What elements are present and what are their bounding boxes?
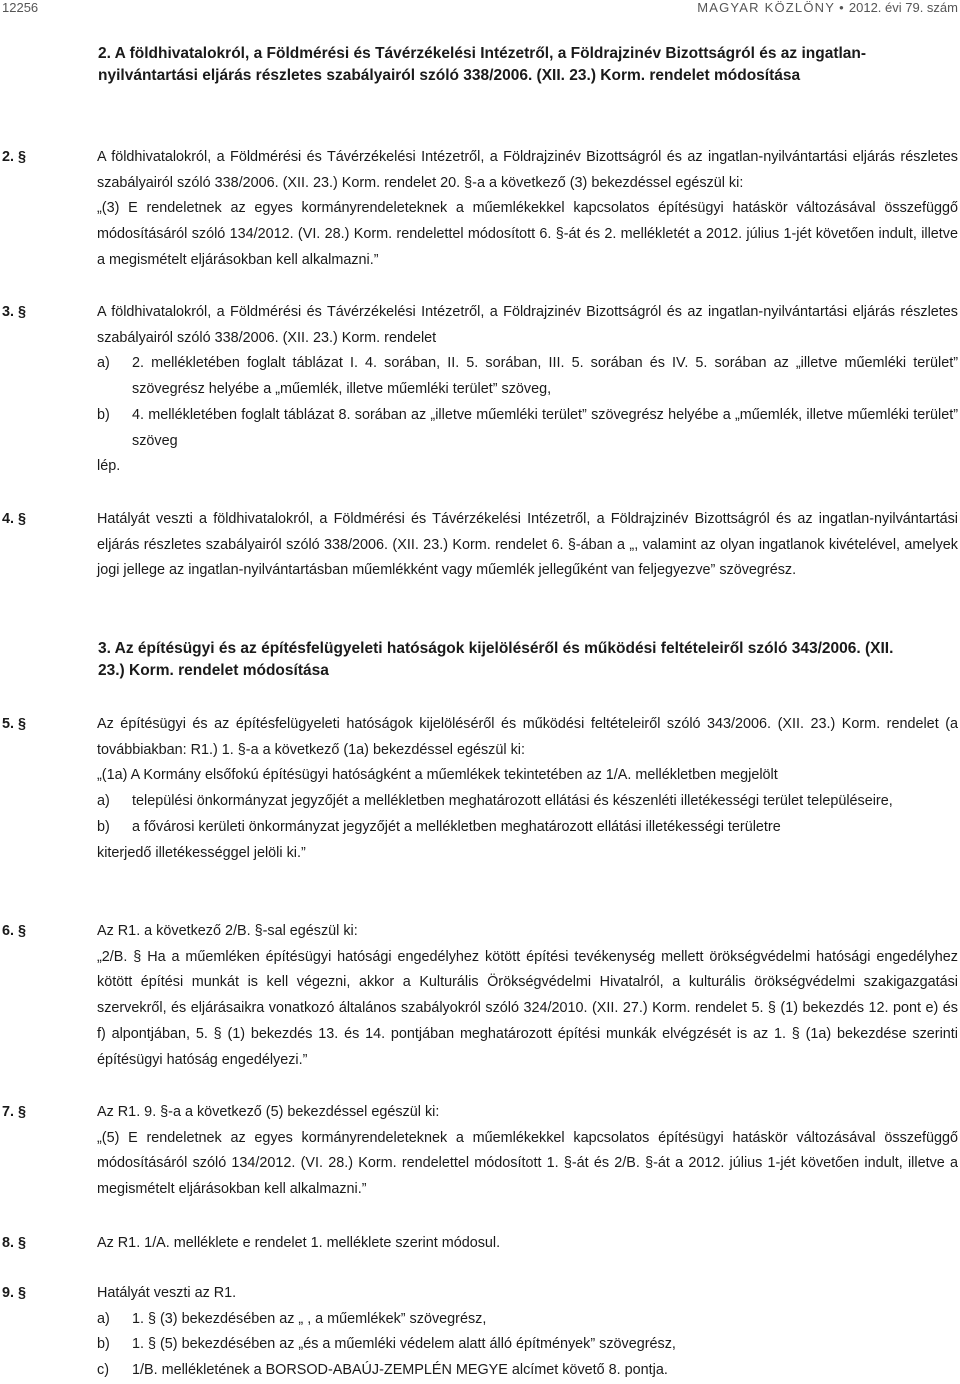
item-label: a) [97, 793, 110, 810]
list-item [97, 789, 958, 815]
quoted-text: „(5) E rendeletnek az egyes kormányrendeleteknek a műemlékekkel kapcsolatos építésügyi hatáskör változásával összefüggő módosításáról szóló 134/2012. (VI. 28.) Korm. rendelettel módosított 1. §-át és 2/B. §-át a 2012. július 1-jét követően indult, illetve a megismételt eljárásokban kell alkalmazni.” [97, 1129, 958, 1198]
paragraph-text: A földhivatalokról, a Földmérési és Távérzékelési Intézetről, a Földrajzinév Bizottságról és az ingatlan-nyilvántartási eljárás részletes szabályairól szóló 338/2006. (XII. 23.) Korm. rendelet [97, 304, 958, 346]
paragraph-number: 2. § [2, 149, 27, 165]
section-title-3: 3. Az építésügyi és az építésfelügyeleti hatóságok kijelöléséről és működési feltételeiről szóló 343/2006. (XII. 23.) Korm. rendelet módosítása [98, 640, 894, 679]
paragraph-text: A földhivatalokról, a Földmérési és Távérzékelési Intézetről, a Földrajzinév Bizottságról és az ingatlan-nyilvántartási eljárás részletes szabályairól szóló 338/2006. (XII. 23.) Korm. rendelet 20. §-a a következő (3) bekezdéssel egészül ki: [97, 149, 958, 191]
quoted-text: „(3) E rendeletnek az egyes kormányrendeleteknek a műemlékekkel kapcsolatos építésügyi hatáskör változásával összefüggő módosításáról szóló 134/2012. (VI. 28.) Korm. rendelettel módosított 6. §-át és 2. mellékletét a 2012. július 1-jét követően indult, illetve a megismételt eljárásokban kell alkalmazni.” [97, 200, 958, 268]
paragraph-8 [0, 1231, 960, 1257]
paragraph-number: 9. § [2, 1285, 27, 1301]
paragraph-text: Az építésügyi és az építésfelügyeleti hatóságok kijelöléséről és működési feltételeiről szóló 343/2006. (XII. 23.) Korm. rendelet (a továbbiakban: R1.) 1. §-a a következő (1a) bekezdéssel egészül ki: [97, 716, 958, 758]
paragraph-6 [0, 919, 960, 1073]
paragraph-3 [0, 300, 960, 480]
quoted-text: „(1a) A Kormány elsőfokú építésügyi hatóságként a műemlékek tekintetében az 1/A. mellékletben megjelölt [97, 767, 778, 784]
paragraph-end: kiterjedő illetékességgel jelöli ki.” [97, 844, 306, 861]
paragraph-7 [0, 1100, 960, 1203]
paragraph-text: Az R1. 1/A. melléklete e rendelet 1. melléklete szerint módosul. [97, 1235, 501, 1251]
item-label: b) [97, 1336, 110, 1353]
item-text: 1. § (3) bekezdésében az „ , a műemlékek” szövegrész, [132, 1310, 487, 1327]
paragraph-body [97, 1281, 958, 1384]
paragraph-4 [0, 507, 960, 584]
paragraph-text: Az R1. a következő 2/B. §-sal egészül ki: [97, 923, 358, 939]
paragraph-body [97, 919, 958, 1073]
paragraph-body [97, 300, 958, 480]
paragraph-number: 5. § [2, 716, 27, 732]
quoted-text: „2/B. § Ha a műemléken építésügyi hatósági engedélyhez kötött építési tevékenység mellett örökségvédelmi hatósági engedélyhez kötött építési munkát is kell végezni, akkor a Kulturális Örökségvédelmi Hivatalról, a kulturális örökségvédelmi szakigazgatási szervekről, és eljárásaikra vonatkozó általános szabályokról szóló 324/2010. (XII. 27.) Korm. rendelet 5. § (1) bekezdés 12. pont e) és f) alpontjában, 5. § (1) bekezdés 13. és 14. pontjában meghatározott építési munkák elvégzését is az 1. § (1a) bekezdése szerinti építésügyi hatóság engedélyezi.” [97, 948, 958, 1068]
paragraph-body [97, 712, 958, 866]
separator-dot: • [839, 0, 845, 15]
list-item [97, 1307, 958, 1333]
paragraph-text: Hatályát veszti az R1. [97, 1285, 237, 1301]
list-item [97, 815, 958, 841]
item-text: települési önkormányzat jegyzőjét a mellékletben meghatározott ellátási és készenléti illetékességi terület településeire, [132, 793, 893, 810]
section-title-2: 2. A földhivatalokról, a Földmérési és Távérzékelési Intézetről, a Földrajzinév Bizottságról és az ingatlan-nyilvántartási eljárás részletes szabályairól szóló 338/2006. (XII. 23.) Korm. rendelet módosítása [98, 45, 867, 84]
page-header [0, 0, 960, 24]
item-text: 1/B. mellékletének a BORSOD-ABAÚJ-ZEMPLÉN MEGYE alcímet követő 8. pontja. [132, 1362, 668, 1379]
issue-label: 2012. évi 79. szám [848, 0, 958, 15]
paragraph-number: 8. § [2, 1235, 27, 1251]
paragraph-number: 4. § [2, 511, 27, 527]
paragraph-5 [0, 712, 960, 866]
paragraph-body [97, 145, 958, 274]
journal-title [697, 0, 958, 15]
journal-name: MAGYAR KÖZLÖNY [697, 0, 836, 15]
paragraph-text: Hatályát veszti a földhivatalokról, a Földmérési és Távérzékelési Intézetről, a Földrajzinév Bizottságról és az ingatlan-nyilvántartási eljárás részletes szabályairól szóló 338/2006. (XII. 23.) Korm. rendelet 6. §-ában a „, valamint az olyan ingatlanok kivételével, amelyek jogi jellege az ingatlan-nyilvántartásban műemlékként vagy műemlék jellegűként van feljegyezve” szövegrész. [97, 511, 958, 579]
paragraph-text: Az R1. 9. §-a a következő (5) bekezdéssel egészül ki: [97, 1104, 440, 1120]
item-text: a fővárosi kerületi önkormányzat jegyzőjét a mellékletben meghatározott ellátási illetékességi területre [132, 818, 781, 835]
item-text: 1. § (5) bekezdésében az „és a műemléki védelem alatt álló építmények” szövegrész, [132, 1336, 676, 1353]
item-label: b) [97, 406, 110, 423]
paragraph-body [97, 1100, 958, 1203]
item-label: a) [97, 1310, 110, 1327]
paragraph-body [97, 1231, 958, 1257]
item-label: c) [97, 1362, 109, 1379]
item-label: a) [97, 355, 110, 372]
list-item [97, 403, 958, 454]
paragraph-end: lép. [97, 458, 121, 475]
item-text: 2. mellékletében foglalt táblázat I. 4. sorában, II. 5. sorában, III. 5. sorában és IV. 5. sorában az „illetve műemléki terület” szövegrész helyébe a „műemlék, illetve műemléki terület” szöveg, [132, 355, 958, 398]
paragraph-9 [0, 1281, 960, 1384]
list-item [97, 1332, 958, 1358]
item-label: b) [97, 818, 110, 835]
item-text: 4. mellékletében foglalt táblázat 8. sorában az „illetve műemléki terület” szövegrész helyébe a „műemlék, illetve műemléki terület” szöveg [132, 406, 958, 449]
paragraph-number: 3. § [2, 304, 27, 320]
paragraph-number: 7. § [2, 1104, 27, 1120]
list-item [97, 351, 958, 402]
page-number: 12256 [2, 0, 39, 15]
list-item [97, 1358, 958, 1384]
paragraph-body [97, 507, 958, 584]
paragraph-2 [0, 145, 960, 274]
paragraph-number: 6. § [2, 923, 27, 939]
